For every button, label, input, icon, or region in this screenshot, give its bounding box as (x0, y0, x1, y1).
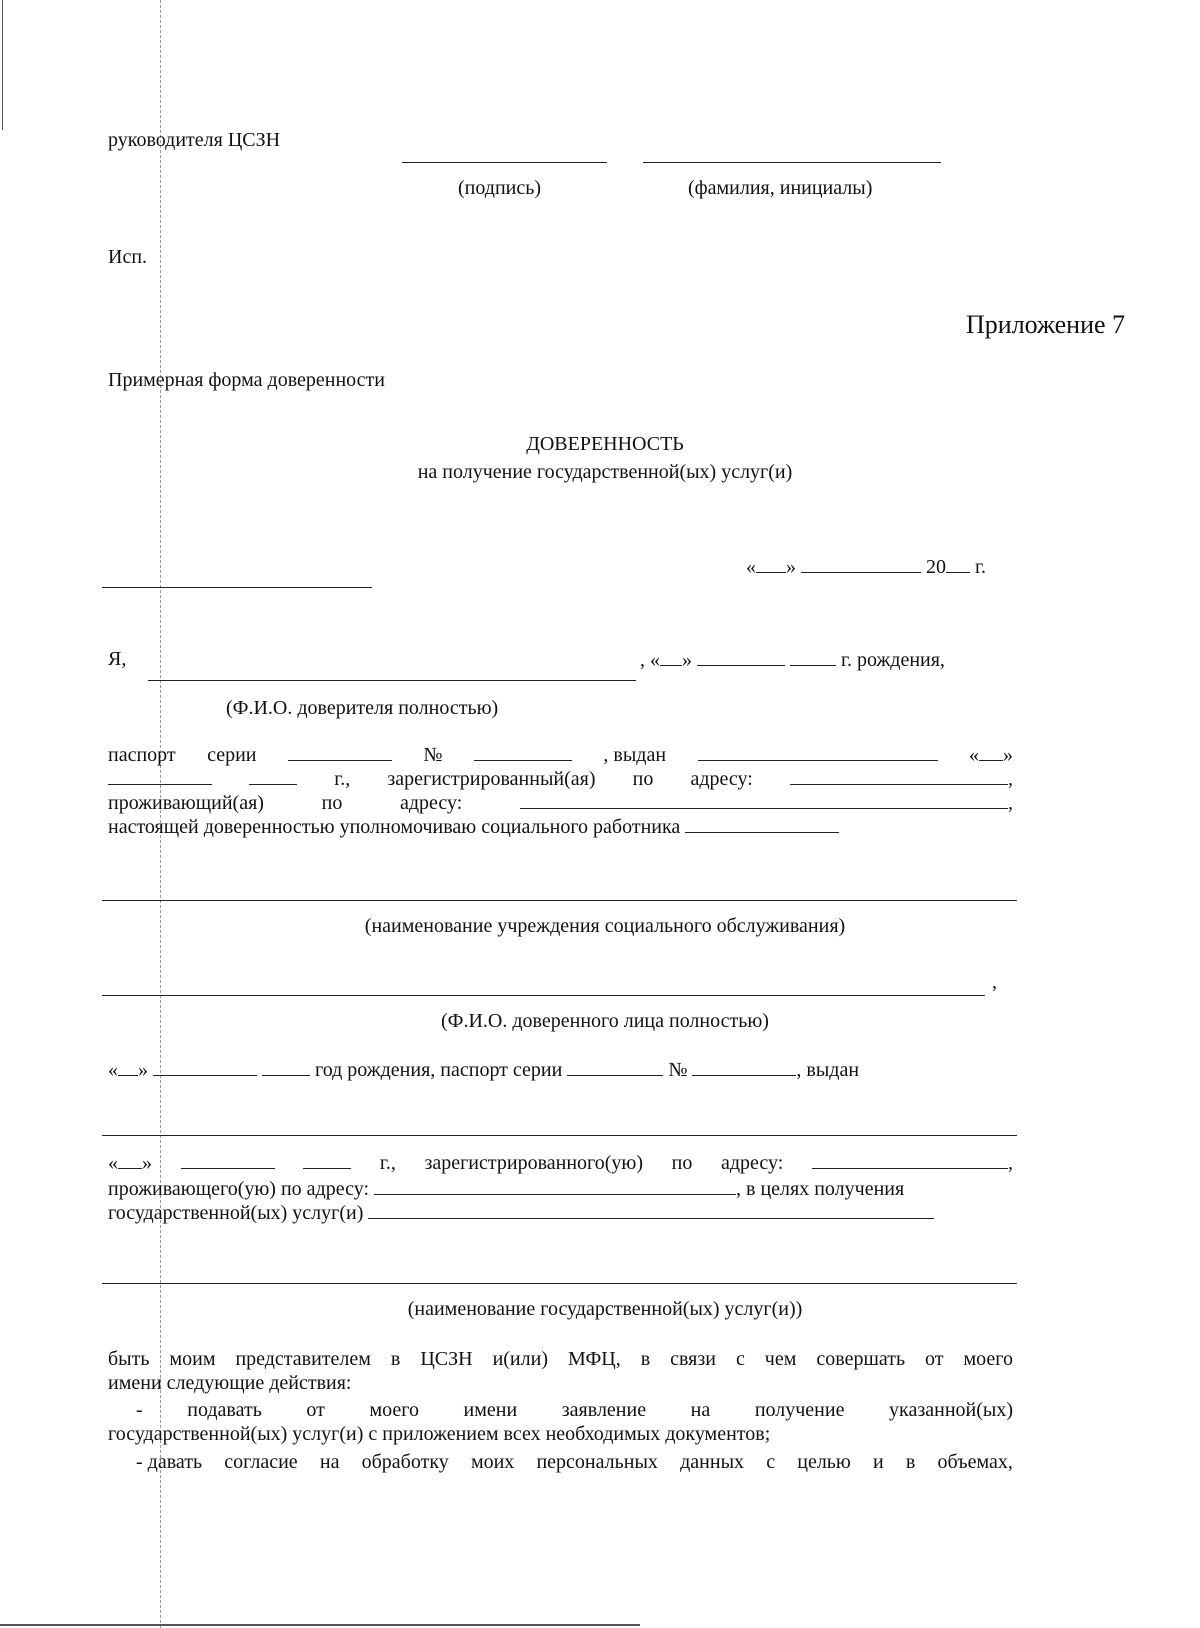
trustee-address-line-3 (108, 1200, 934, 1225)
residing-address-word: адресу: (399, 792, 463, 814)
passport-issue-year-blank[interactable] (249, 766, 297, 785)
passport-issue-open: « (968, 744, 979, 766)
passport-line-2 (108, 766, 1013, 791)
date-year-suffix: г. (975, 556, 986, 578)
name-caption: (фамилия, инициалы) (688, 177, 873, 199)
trustee-residing-address-blank[interactable] (374, 1176, 736, 1195)
registered-word: зарегистрированный(ая) (387, 768, 596, 790)
trustee-address-line-2 (108, 1176, 904, 1201)
trustee-issue-year-blank[interactable] (303, 1150, 351, 1169)
powers-word: ЦСЗН (420, 1348, 473, 1370)
passport-number-blank[interactable] (474, 742, 572, 761)
powers-word: с (735, 1348, 745, 1370)
powers-intro-line-2: имени следующие действия: (108, 1372, 352, 1394)
powers-word: целью (797, 1451, 851, 1473)
principal-caption: (Ф.И.О. доверителя полностью) (226, 697, 499, 719)
date-year-blank[interactable] (946, 554, 970, 573)
trustee-issued-by-line[interactable] (102, 1135, 1017, 1136)
powers-word: заявление (561, 1399, 647, 1421)
trustee-registered-address-blank[interactable] (812, 1150, 1008, 1169)
institution-caption: (наименование учреждения социального обслуживания) (364, 915, 846, 937)
appendix-title: Приложение 7 (966, 310, 1126, 339)
trustee-number-sign: № (668, 1059, 688, 1081)
powers-word: на (319, 1451, 340, 1473)
residing-address-blank[interactable] (520, 790, 1008, 809)
trustee-issued: , выдан (796, 1059, 860, 1081)
scan-artifact-line-left-edge (2, 0, 3, 130)
powers-word: моим (169, 1348, 216, 1370)
powers-word: - давать (136, 1451, 203, 1473)
powers-word: с (766, 1451, 776, 1473)
trustee-issue-month-blank[interactable] (181, 1150, 275, 1169)
powers-word: подавать (187, 1399, 262, 1421)
powers-word: в (640, 1348, 651, 1370)
powers-word: данных (680, 1451, 745, 1473)
services-caption: (наименование государственной(ых) услуг(и)) (407, 1298, 803, 1320)
document-date (746, 554, 986, 579)
principal-name-line[interactable] (148, 680, 636, 681)
principal-birth-month-blank[interactable] (697, 647, 785, 666)
trustee-registered-po: по (671, 1152, 693, 1174)
institution-line[interactable] (102, 900, 1017, 901)
social-worker-blank[interactable] (685, 814, 839, 833)
trustee-address-line-1 (108, 1150, 1013, 1175)
name-line (643, 162, 941, 163)
trustee-series-blank[interactable] (567, 1057, 663, 1076)
passport-line-4 (108, 814, 839, 839)
powers-word: связи (670, 1348, 716, 1370)
trustee-issue-close: » (142, 1152, 152, 1174)
principal-birth-suffix: г. рождения, (841, 649, 945, 671)
date-close-quote: » (786, 556, 796, 578)
role-label: руководителя ЦСЗН (108, 129, 281, 151)
residing-address-comma: , (1008, 792, 1013, 814)
document-title: ДОВЕРЕННОСТЬ (526, 433, 684, 455)
trustee-birth-close: » (138, 1059, 148, 1081)
scan-bottom-edge (0, 1624, 640, 1626)
powers-word: совершать (816, 1348, 906, 1370)
principal-birth-close: » (682, 649, 692, 671)
powers-word: моих (470, 1451, 515, 1473)
date-open-quote: « (746, 556, 756, 578)
document-subtitle: на получение государственной(ых) услуг(и) (417, 461, 793, 483)
powers-word: представителем (235, 1348, 371, 1370)
passport-issue-close: » (1002, 744, 1013, 766)
passport-line-1 (108, 742, 1013, 767)
powers-word: в (390, 1348, 401, 1370)
trustee-birth-day-blank[interactable] (118, 1057, 138, 1076)
registered-address-word: адресу: (690, 768, 753, 790)
powers-word: моего (963, 1348, 1013, 1370)
powers-word: - (136, 1399, 143, 1421)
trustee-birth-month-blank[interactable] (153, 1057, 257, 1076)
powers-word: от (925, 1348, 944, 1370)
principal-birth-year-blank[interactable] (790, 647, 836, 666)
powers-word: указанной(ых) (889, 1399, 1013, 1421)
powers-word: на (690, 1399, 711, 1421)
signature-line (402, 162, 607, 163)
form-label: Примерная форма доверенности (108, 369, 385, 391)
powers-word: быть (108, 1348, 150, 1370)
registered-po: по (632, 768, 654, 790)
trustee-issue-day-blank[interactable] (118, 1150, 142, 1169)
trustee-birth-open: « (108, 1059, 118, 1081)
executor-label: Исп. (108, 246, 148, 268)
trustee-name-line[interactable] (102, 995, 985, 996)
powers-word: моего (369, 1399, 419, 1421)
powers-word: чем (764, 1348, 797, 1370)
powers-word: и (873, 1451, 884, 1473)
trustee-registered-comma: , (1007, 1152, 1013, 1174)
trustee-year-suffix: г., (379, 1152, 396, 1174)
passport-series-word: серии (207, 744, 257, 766)
passport-issued: , выдан (603, 744, 667, 766)
trustee-issue-open: « (108, 1152, 118, 1174)
powers-word: получение (754, 1399, 845, 1421)
services-line[interactable] (102, 1283, 1017, 1284)
date-year-prefix: 20 (926, 556, 946, 578)
powers-word: от (306, 1399, 325, 1421)
passport-issue-day-blank[interactable] (979, 742, 1003, 761)
principal-birth-day-blank[interactable] (660, 647, 682, 666)
powers-word: МФЦ, (567, 1348, 621, 1370)
trustee-comma: , (992, 971, 997, 993)
powers-item-1-line-2: государственной(ых) услуг(и) с приложением всех необходимых документов; (108, 1423, 771, 1445)
powers-word: согласие (224, 1451, 298, 1473)
trustee-caption: (Ф.И.О. доверенного лица полностью) (441, 1010, 769, 1032)
trustee-services-text: государственной(ых) услуг(и) (108, 1202, 364, 1224)
trustee-birth-line (108, 1057, 859, 1082)
date-day-blank[interactable] (756, 554, 786, 573)
trustee-registered-address-word: адресу: (720, 1152, 784, 1174)
principal-ya: Я, (108, 648, 127, 670)
trustee-residing-text: проживающего(ую) по адресу: (108, 1178, 370, 1200)
principal-birth-open: , « (640, 649, 660, 671)
trustee-birth-year-blank[interactable] (262, 1057, 310, 1076)
powers-word: имени (463, 1399, 518, 1421)
powers-word: обработку (361, 1451, 449, 1473)
trustee-number-blank[interactable] (692, 1057, 796, 1076)
signature-caption: (подпись) (458, 177, 542, 199)
date-month-blank[interactable] (801, 554, 921, 573)
powers-item-2-line-1 (136, 1450, 1013, 1474)
powers-word: и(или) (492, 1348, 548, 1370)
trustee-registered-word: зарегистрированного(ую) (424, 1152, 644, 1174)
principal-birth (640, 647, 945, 672)
passport-year-suffix: г., (334, 768, 351, 790)
powers-item-1-line-1 (136, 1398, 1013, 1422)
powers-intro-line-1 (108, 1347, 1013, 1371)
powers-word: в (905, 1451, 916, 1473)
passport-line-3 (108, 790, 1013, 815)
trustee-services-blank[interactable] (368, 1200, 934, 1219)
registered-address-blank[interactable] (790, 766, 1008, 785)
residing-word: проживающий(ая) (108, 792, 264, 814)
place-line (102, 587, 372, 588)
residing-po: по (321, 792, 343, 814)
trustee-purpose-text: , в целях получения (736, 1178, 905, 1200)
powers-word: персональных (536, 1451, 658, 1473)
authorize-text: настоящей доверенностью уполномочиваю социального работника (108, 816, 681, 838)
trustee-birth-text: год рождения, паспорт серии (315, 1059, 563, 1081)
powers-word: объемах, (937, 1451, 1013, 1473)
passport-series-blank[interactable] (288, 742, 392, 761)
passport-number-sign: № (423, 744, 443, 766)
registered-address-comma: , (1007, 768, 1013, 790)
passport-issue-month-blank[interactable] (108, 766, 212, 785)
passport-issued-by-blank[interactable] (698, 742, 938, 761)
passport-word: паспорт (108, 744, 176, 766)
